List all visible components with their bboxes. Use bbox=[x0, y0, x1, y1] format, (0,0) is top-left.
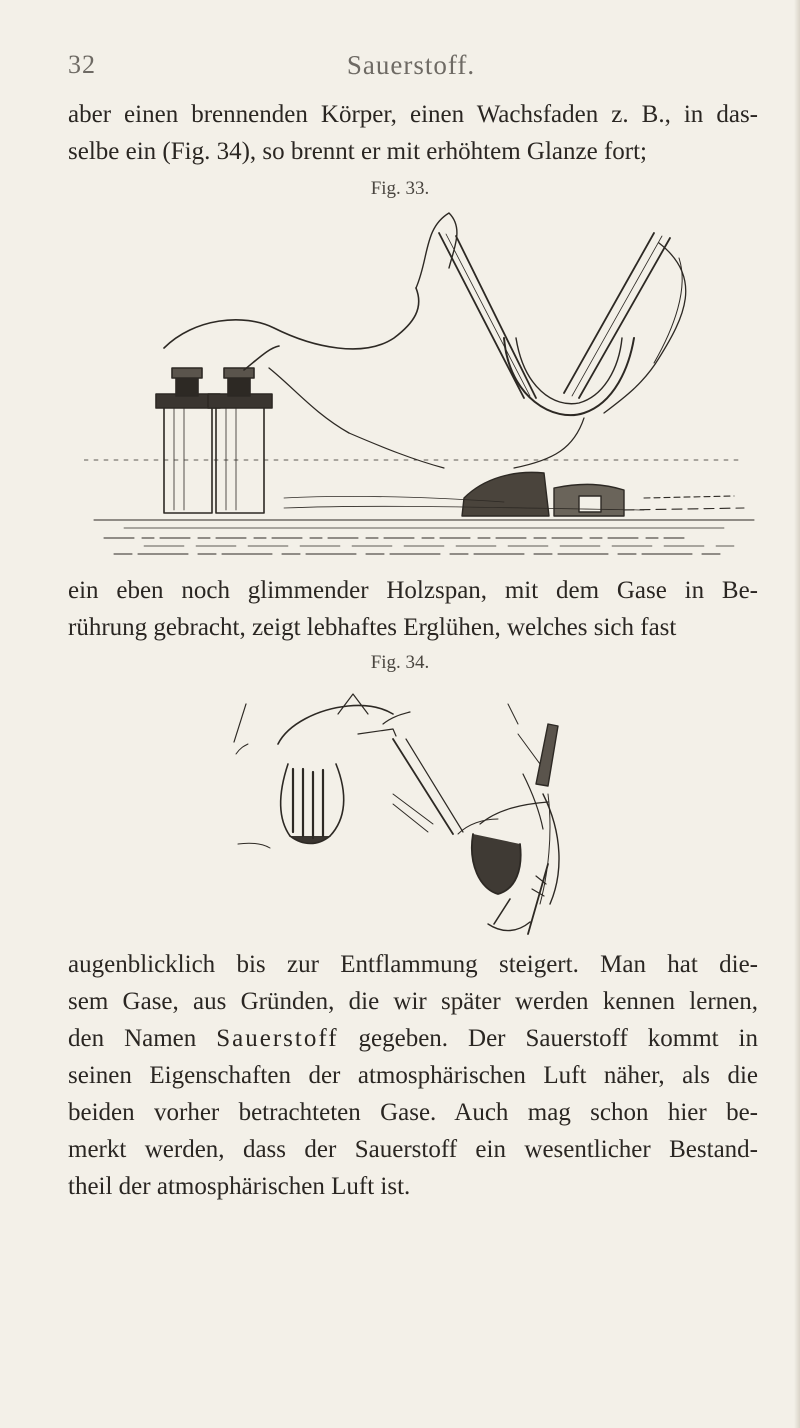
text-line: ein eben noch glimmender Holzspan, mit dem Gase in Be- bbox=[68, 577, 758, 604]
emphasized-term: Sauerstoff bbox=[216, 1025, 339, 1052]
paragraph-3 bbox=[68, 946, 758, 1205]
text-segment: gegeben. Der Sauerstoff kommt in bbox=[338, 1025, 759, 1052]
text-line: rührung gebracht, zeigt lebhaftes Erglühen, welches sich fast bbox=[68, 614, 677, 641]
running-title: Sauerstoff. bbox=[346, 50, 476, 80]
text-line: sem Gase, aus Gründen, die wir später werden kennen lernen, bbox=[68, 988, 758, 1015]
text-line bbox=[68, 1020, 758, 1057]
text-segment: den Namen bbox=[68, 1025, 217, 1052]
text-line: seinen Eigenschaften der atmosphärischen Luft näher, als die bbox=[68, 1062, 758, 1089]
paragraph-2 bbox=[68, 572, 758, 646]
figure-34-caption: Fig. 34. bbox=[370, 652, 430, 673]
figure-34-illustration bbox=[218, 684, 638, 946]
text-line: merkt werden, dass der Sauerstoff ein wesentlicher Bestand- bbox=[68, 1136, 758, 1163]
page-header bbox=[68, 50, 754, 84]
page-edge-shadow bbox=[794, 0, 800, 1428]
text-line: beiden vorher betrachteten Gase. Auch mag schon hier be- bbox=[68, 1099, 758, 1126]
paragraph-1 bbox=[68, 96, 758, 170]
figure-33-illustration bbox=[84, 198, 764, 570]
text-line: augenblicklich bis zur Entflammung steigert. Man hat die- bbox=[68, 951, 758, 978]
page-number: 32 bbox=[68, 50, 96, 79]
figure-33-caption: Fig. 33. bbox=[370, 178, 430, 199]
text-line: selbe ein (Fig. 34), so brennt er mit erhöhtem Glanze fort; bbox=[68, 138, 648, 165]
text-line: theil der atmosphärischen Luft ist. bbox=[68, 1173, 411, 1200]
text-line: aber einen brennenden Körper, einen Wachsfaden z. B., in das- bbox=[68, 101, 758, 128]
